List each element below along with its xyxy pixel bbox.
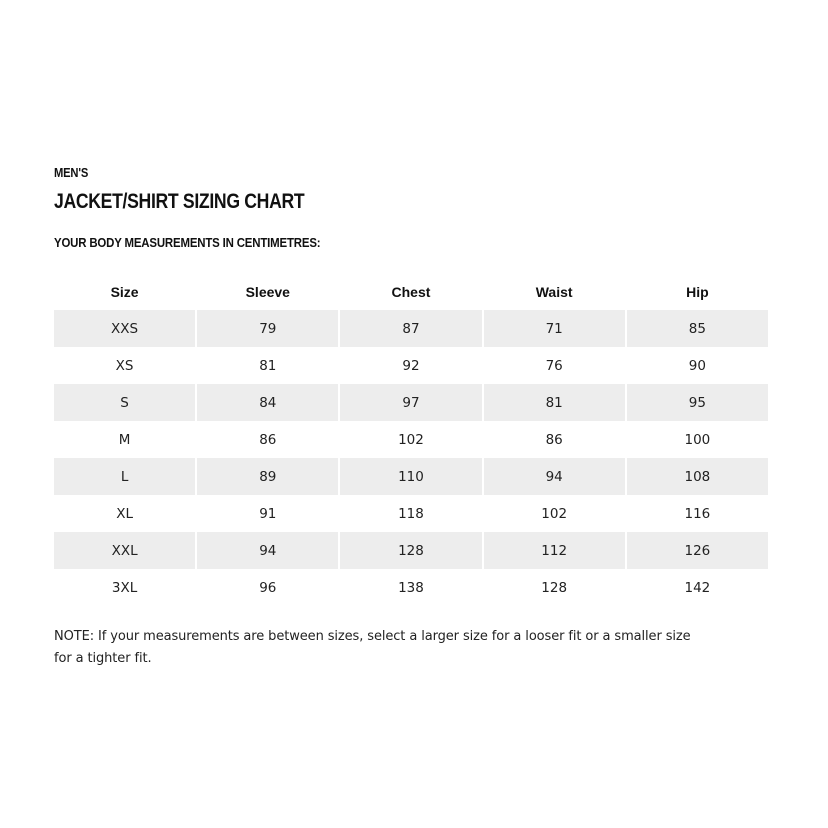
table-row (54, 495, 768, 532)
cell-hip: 90 (688, 357, 706, 374)
cell-size: M (118, 431, 131, 448)
table-row (54, 421, 768, 458)
cell-size: XXS (54, 310, 195, 347)
cell-size: L (54, 458, 195, 495)
cell-size: XL (116, 505, 133, 522)
cell-waist: 71 (484, 310, 625, 347)
table-row (54, 347, 768, 384)
cell-sleeve: 94 (197, 532, 338, 569)
cell-chest: 110 (340, 458, 481, 495)
cell-waist: 86 (545, 431, 563, 448)
cell-size: XS (115, 357, 134, 374)
table-row (54, 532, 768, 569)
cell-chest: 128 (340, 532, 481, 569)
cell-sleeve: 89 (197, 458, 338, 495)
cell-sleeve: 96 (259, 579, 277, 596)
cell-size: 3XL (111, 579, 138, 596)
cell-chest: 97 (340, 384, 481, 421)
column-header-sleeve: Sleeve (245, 284, 290, 300)
cell-sleeve: 86 (259, 431, 277, 448)
cell-waist: 81 (484, 384, 625, 421)
cell-size: S (54, 384, 195, 421)
column-header-chest: Chest (391, 284, 431, 300)
measurements-subtitle: YOUR BODY MEASUREMENTS IN CENTIMETRES: (54, 235, 321, 250)
cell-sleeve: 91 (259, 505, 277, 522)
table-row (54, 384, 768, 421)
cell-sleeve: 81 (259, 357, 277, 374)
column-header-hip: Hip (686, 284, 709, 300)
table-header-row (54, 274, 768, 310)
cell-waist: 102 (541, 505, 568, 522)
cell-hip: 116 (684, 505, 711, 522)
cell-chest: 138 (398, 579, 424, 596)
cell-chest: 92 (402, 357, 420, 374)
cell-hip: 142 (684, 579, 711, 596)
cell-size: XXL (54, 532, 195, 569)
cell-chest: 102 (398, 431, 424, 448)
column-header-waist: Waist (535, 284, 573, 300)
cell-sleeve: 84 (197, 384, 338, 421)
page-title: JACKET/SHIRT SIZING CHART (54, 190, 305, 213)
cell-hip: 108 (627, 458, 768, 495)
cell-waist: 128 (541, 579, 568, 596)
cell-waist: 112 (484, 532, 625, 569)
table-row (54, 569, 768, 606)
sizing-note: NOTE: If your measurements are between sizes, select a larger size for a looser fit or a smaller size for a tighter fit. (54, 629, 691, 666)
cell-hip: 85 (627, 310, 768, 347)
table-row (54, 310, 768, 347)
cell-hip: 126 (627, 532, 768, 569)
cell-hip: 95 (627, 384, 768, 421)
cell-chest: 118 (398, 505, 424, 522)
cell-chest: 87 (340, 310, 481, 347)
cell-sleeve: 79 (197, 310, 338, 347)
cell-hip: 100 (684, 431, 711, 448)
sizing-table (52, 274, 770, 606)
column-header-size: Size (110, 284, 139, 300)
table-row (54, 458, 768, 495)
cell-waist: 76 (545, 357, 563, 374)
cell-waist: 94 (484, 458, 625, 495)
eyebrow-label: MEN'S (54, 165, 89, 180)
